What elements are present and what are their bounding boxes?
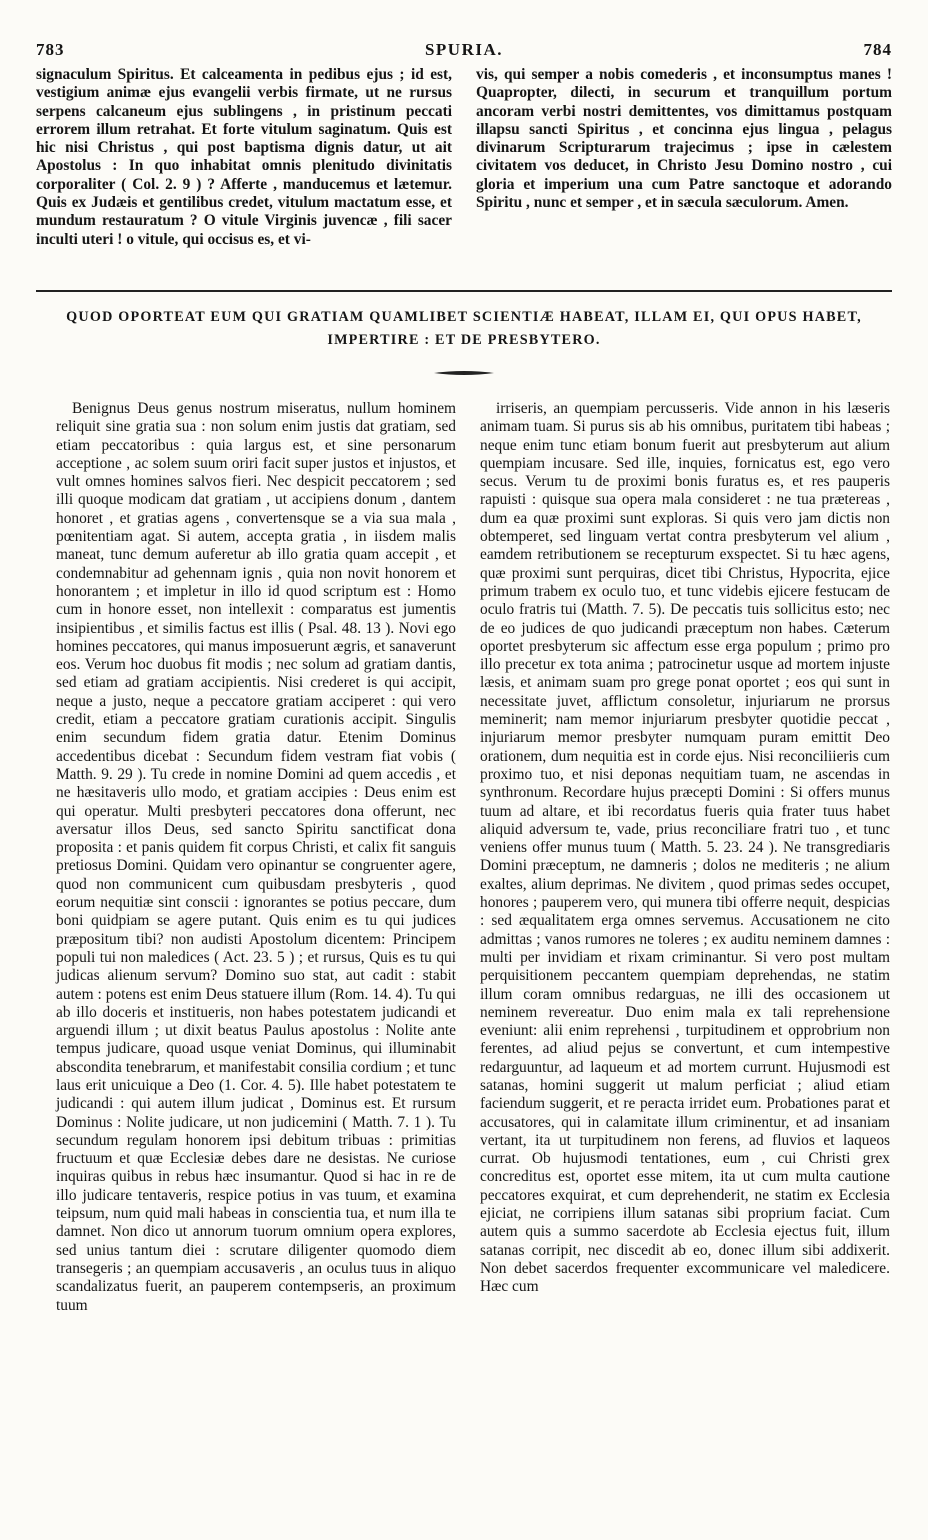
body-column-right xyxy=(480,400,890,1297)
page-number-left: 783 xyxy=(36,40,65,59)
running-header xyxy=(36,40,892,66)
section-divider-rule xyxy=(36,290,892,292)
main-text xyxy=(56,400,892,1520)
section-title xyxy=(36,306,892,352)
body-text-right: irriseris, an quempiam percusseris. Vide annon in his læseris animam tuam. Si purus sis ab his omnibus, puritatem tibi habeas ; neque enim tunc etiam bonum fuerit aut presbyterum aut alium quempiam incusare. Sed ille, inquies, fornicatus est, ego vero secus. Verum tu de proximi bonis furatus es, et res pauperis rapuisti : quisque sua opera mala consideret : ne tua prætereas , dum ea quæ proximi sunt exploras. Si quis vero jam dictis non obtemperet, sed linguam vertat contra presbyterum vel alium , eamdem retributionem se recepturum exspectet. Si tu hæc agens, quæ proximi sunt perquiras, dicet tibi Christus, Hypocrita, ejice primum trabem ex oculo tuo, et tunc videbis ejicere festucam de oculo fratris tui (Matth. 7. 5). De peccatis tuis sollicitus esto; nec de eo judices de quo judicandi præceptum non habes. Cæterum oportet presbyterum sic affectum esse erga populum ; primo pro illo precetur ex tota anima ; patrocinetur usque ad mortem injuste læsis, et animam suam pro grege ponat oportet ; eos qui sunt in necessitate juvet, afflictum consoletur, injuriarum ne prorsus meminerit; nam memor injuriarum presbyter quotidie peccat , injuriarum memor presbyter numquam puram emittit Deo orationem, dum nequitia est in corde ejus. Nisi reconciliieris cum proximo tuo, et nisi deponas nequitiam tuam, ne ascendas in synthronum. Recordare hujus præcepti Domini : Si offers munus tuum ad altare, et ibi recordatus fueris quia frater tuus habet aliquid adversum te, vade, prius reconciliare fratri tuo , et tunc veniens offer munus tuum ( Matth. 5. 23. 24 ). Ne transgrediaris Domini præceptum, ne damneris ; dolos ne mediteris ; ne alium exaltes, alium deprimas. Ne divitem , quod primas sedes occupet, honores ; pauperem vero, qui munera tibi offerre nequit, despicias : sed æqualitatem erga omnes servemus. Accusationem ne cito admittas ; vanos rumores ne toleres ; ex auditu neminem damnes : multi per invidiam et rixam criminantur. Si vero post multam perquisitionem peccantem quempiam deprehendas, ne statim illum coram omnibus redarguas, ne illi des occasionem ut neminem revereatur. Duo enim mala ex tali reprehensione eveniunt: alii enim reprehensi , turpitudinem et opprobrium non ferentes, ad aliud pejus se convertunt, et cum intempestive redarguuntur, ad laqueum et ad mortem currunt. Hujusmodi est satanas, homini suggerit ut malum perficiat ; aliud etiam faciendum suggerit, et re peracta irridet eum. Probationes parat et accusatores, qui in calamitate illum criminentur, et ad insaniam vertant, ita ut turpitudinem non ferens, ad fluvios et laqueos currat. Ob hujusmodi tentationes, eum , cui Christi grex concreditus est, oportet esse mitem, ita ut cum multa cautione peccatores exquirat, et cum deprehenderit, ne statim ex Ecclesia ejiciat, ne corripiens illum satanas sibi proprium faciat. Cum autem quis a summo sacerdote ab Ecclesia ejectus fuit, illum satanas corripit, nec discedit ab eo, donec illum sibi addixerit. Non debet sacerdos frequenter excommunicare vel maledicere. Hæc cum xyxy=(480,400,890,1296)
page-number-right: 784 xyxy=(863,40,892,59)
running-title: SPURIA. xyxy=(424,40,504,59)
ornament-divider xyxy=(434,370,494,376)
continuation-text-right: vis, qui semper a nobis comederis , et inconsumptus manes ! Quapropter, dilecti, in securum et tranquillum portum ancoram verbi nostri demittentes, vos dimittamus postquam illapsu sancti Spiritus , et concinna ejus lingua , pelagus divinarum Scripturarum trajecimus ; ipse in cælestem civitatem vos deducet, in Christo Jesu Domino nostro , cui gloria et imperium una cum Patre sanctoque et adorando Spiritu , nunc et semper , et in sæcula sæculorum. Amen. xyxy=(476,66,892,212)
section-title-line-2: IMPERTIRE : ET DE PRESBYTERO. xyxy=(327,332,601,348)
continuation-column-right xyxy=(476,66,892,212)
continuation-column-left xyxy=(36,66,452,249)
section-title-line-1: QUOD OPORTEAT EUM QUI GRATIAM QUAMLIBET SCIENTIÆ HABEAT, ILLAM EI, QUI OPUS HABET, xyxy=(66,309,862,325)
body-column-left xyxy=(56,400,456,1315)
continuation-section xyxy=(36,66,892,276)
continuation-text-left: signaculum Spiritus. Et calceamenta in pedibus ejus ; id est, vestigium animæ ejus evangelii verbis firmate, ut ne rursus serpens calcaneum ejus sublingens , in pristinum peccati errorem illum retrahat. Et forte vitulum saginatum. Quis est hic nisi Christus , qui post baptisma dignis datur, ut ait Apostolus : In quo inhabitat omnis plenitudo divinitatis corporaliter ( Col. 2. 9 ) ? Afferte , manducemus et lætemur. Quis ex Judæis et gentilibus credet, vitulum mactatum esse, et mundum restauratum ? O vitule Virginis juvencæ , fili sacer inculti uteri ! o vitule, qui occisus es, et vi- xyxy=(36,66,452,248)
body-text-left: Benignus Deus genus nostrum miseratus, nullum hominem reliquit sine gratia sua : non solum enim justis dat gratiam, sed etiam peccatoribus : quia largus est, et sine personarum acceptione , ac solem suum oriri facit super justos et injustos, et vult omnes homines salvos fieri. Nec despicit peccatorem ; sed illi quoque modicam dat gratiam , ut accipiens donum , dantem honoret , et gratias agens , convertensque se a via sua mala , pœnitentiam agat. Si autem, accepta gratia , in iisdem malis maneat, tunc demum auferetur ab illo gratia quam accepit , et condemnabitur ad gehennam ignis , quia non novit honorem et honorantem ; et impletur in illo id quod scriptum est : Homo cum in honore esset, non intellexit : comparatus est jumentis insipientibus , et similis factus est illis ( Psal. 48. 13 ). Novi ego homines peccatores, qui manus imposuerunt ægris, et sanaverunt eos. Verum hoc duobus fit modis ; nec solum ad gratiam dantis, sed etiam ad gratiam accipientis. Nisi crederet is qui accipit, neque a justo, neque a peccatore gratiam acciperet : qui vero credit, etiam a peccatore gratiam curationis accipit. Singulis enim secundum fidem gratia datur. Etenim Dominus accedentibus dicebat : Secundum fidem vestram fiat vobis ( Matth. 9. 29 ). Tu crede in nomine Domini ad quem accedis , et ne hæsitaveris ullo modo, et gratiam accipies : Deus enim est qui operatur. Multi presbyteri peccatores dona offerunt, nec aversatur illos Deus, sed sancto Spiritu sanctificat dona proposita : et panis quidem fit corpus Christi, et calix fit sanguis pretiosus Domini. Quidam vero opinantur se congruenter agere, quod non communicent cum quibusdam presbyteris , quod eorum nequitiæ sint conscii : ignorantes se potius peccare, dum boni quidpiam se agere putant. Quis enim es tu qui judices præpositum tibi? non audisti Apostolum dicentem: Principem populi tui non maledices ( Act. 23. 5 ) ; et rursus, Quis es tu qui judicas alienum servum? Domino suo stat, aut cadit : stabit autem : potens est enim Deus statuere illum (Rom. 14. 4). Tu qui ab illo doceris et institueris, non habes potestatem judicandi et arguendi illum ; ut dixit beatus Paulus apostolus : Nolite ante tempus judicare, quoad usque veniat Dominus, qui illuminabit abscondita tenebrarum, et manifestabit consilia cordium ; et tunc laus erit unicuique a Deo (1. Cor. 4. 5). Ille habet potestatem te judicandi : qui autem illum judicat , Dominus est. Et rursum Dominus : Nolite judicare, ut non judicemini ( Matth. 7. 1 ). Tu secundum regulam honorem ipsi debitum tribuas : primitias fructuum et quæ Ecclesiæ debes dare ne desistas. Ne curiose inquiras quibus in rebus hæc insumantur. Quod si hac in re de illo judicare tentaveris, respice potius in vas tuum, et examina teipsum, num quid mali habeas in conscientia tua, et num illa te damnet. Non dico ut annorum tuorum omnium opera explores, sed unius tantum diei : scrutare diligenter quomodo diem transegeris ; an quempiam accusaveris , an oculus tuus in aliquo scandalizatus fuerit, an pauperem contempseris, an proximum tuum xyxy=(56,400,456,1314)
